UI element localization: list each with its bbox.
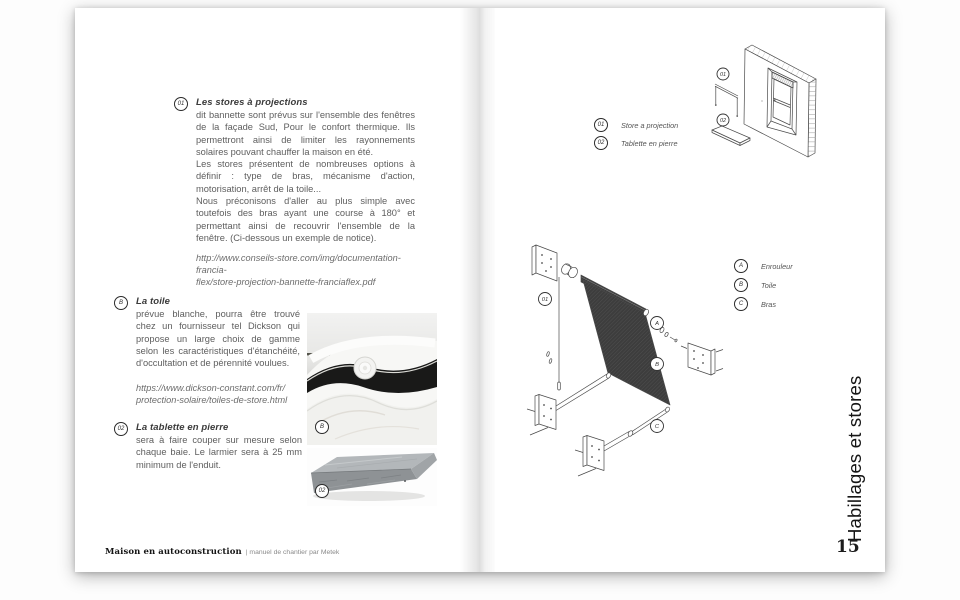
diagram-marker: C [654,424,660,431]
section-marker-b: B [114,296,128,310]
section-title-toile: La toile [136,296,171,307]
store-assembly-diagram [515,225,755,525]
book-spread [75,8,885,572]
page-right [495,8,885,572]
legend-label: Store a projection [621,120,679,130]
chapter-title: Habillages et stores [844,375,865,542]
diagram-marker: 02 [719,118,727,125]
paragraph: Nous préconisons d'aller au plus simple avec toutefois des bras ayant une course à 180° et permettant ainsi de recouvrir l'ensemble de la fenêtre. (Ci-dessous un exemple de notice). [196,196,415,243]
section-title-stores: Les stores à projections [196,97,308,108]
link-line: http://www.conseils-store.com/img/documentation-francia- [196,253,401,276]
photo-fabric-toile [307,313,437,445]
section-body-toile [136,308,300,369]
footer-brand: Maison en autoconstruction [105,547,242,557]
link-dickson [136,382,311,406]
section-body-tablette [136,434,302,471]
link-line: https://www.dickson-constant.com/fr/ [136,383,286,393]
legend-marker-02: 02 [594,136,608,150]
legend-item-bras [734,297,776,311]
photo-label-b: B [315,420,329,434]
page-footer [105,547,339,557]
legend-item-enrouleur [734,259,793,273]
diagram-marker: 01 [719,72,727,79]
diagram-marker: B [655,362,659,369]
diagram-marker: 01 [541,297,549,304]
legend-item-tablette [594,136,678,150]
section-marker-01: 01 [174,97,188,111]
legend-marker-a: A [734,259,748,273]
paragraph: sera à faire couper sur mesure selon chaque baie. Le larmier sera à 25 mm minimum de l'enduit. [136,435,302,470]
paragraph: Les stores présentent de nombreuses options à définir : type de bras, mécanisme d'action, motorisation, arrêt de la toile... [196,159,415,194]
legend-item-store [594,118,678,132]
photo-stone-tablette [307,448,437,506]
section-marker-02: 02 [114,422,128,436]
page-number: 15 [836,537,860,557]
link-line: flex/store-projection-bannette-franciaflex.pdf [196,277,376,288]
diagram-marker: A [655,321,659,328]
legend-marker-01: 01 [594,118,608,132]
legend-label: Bras [761,299,777,309]
stone-photo-graphic [307,448,437,506]
book-spine [460,8,498,572]
legend-label: Tablette en pierre [621,138,678,148]
link-conseils-store [196,252,431,289]
page-left [75,8,478,572]
window-wall-diagram [700,22,860,162]
link-line: protection-solaire/toiles-de-store.html [136,395,288,406]
legend-item-toile [734,278,776,292]
section-title-tablette: La tablette en pierre [136,422,229,433]
photo-label-02: 02 [315,484,329,498]
legend-label: Enrouleur [761,261,793,271]
footer-tagline: | manuel de chantier par Metek [245,549,340,556]
section-body-stores [196,109,415,244]
legend-marker-b: B [734,278,748,292]
legend-marker-c: C [734,297,748,311]
paragraph: prévue blanche, pourra être trouvé chez un fournisseur tel Dickson qui propose un large choix de gamme selon les caractéristiques d'étanchéité, d'occultation et de pérennité voulues. [136,309,300,369]
legend-label: Toile [761,280,777,290]
paragraph: dit bannette sont prévus sur l'ensemble des fenêtres de la façade Sud, Pour le confort thermique. Ils permettront ainsi de limiter les rayonnements solaires pouvant chauffer la maison en été. [196,110,415,157]
